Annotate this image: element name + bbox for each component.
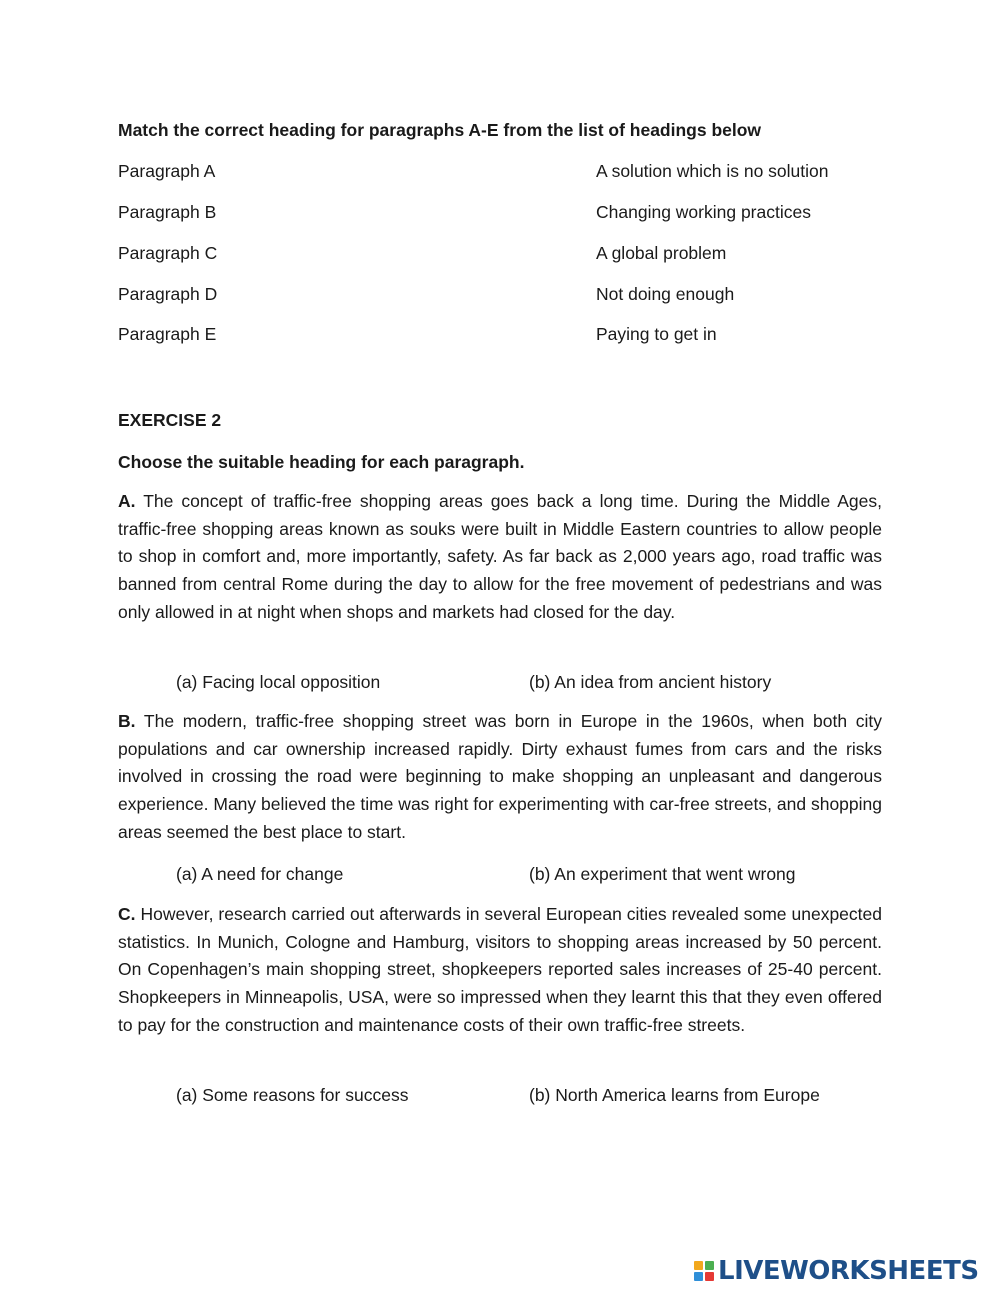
option-b[interactable]: (b) An idea from ancient history xyxy=(529,672,772,692)
paragraph-text: The modern, traffic-free shopping street was born in Europe in the 1960s, when both city populations and car ownership increased rapidly. Dirty exhaust fumes from cars and the risks involved in crossing the road were beginning to make shopping an unpleasant and dangerous experience. Many believed the time was right for experimenting with car-free streets, and shopping areas seemed the best place to start. xyxy=(118,711,883,842)
matching-heading-option: Paying to get in xyxy=(596,324,717,344)
matching-heading-option: Changing working practices xyxy=(596,202,811,222)
exercise-instruction: Choose the suitable heading for each paragraph. xyxy=(118,452,525,472)
matching-instruction: Match the correct heading for paragraphs A-E from the list of headings below xyxy=(118,120,762,140)
logo-square xyxy=(705,1261,714,1270)
paragraph-text: However, research carried out afterwards in several European cities revealed some unexpected statistics. In Munich, Cologne and Hamburg, visitors to shopping areas increased by 50 percent. On Copenhagen’s main shopping street, shopkeepers reported sales increases of 25-40 percent. Shopkeepers in Minneapolis, USA, were so impressed when they learnt this that they even offered to pay for the construction and maintenance costs of their own traffic-free streets. xyxy=(118,904,882,1035)
paragraph-text: The concept of traffic-free shopping areas goes back a long time. During the Middle Ages, traffic-free shopping areas known as souks were built in Middle Eastern countries to allow people to shop in comfort and, more importantly, safety. As far back as 2,000 years ago, road traffic was banned from central Rome during the day to allow for the free movement of pedestrians and was only allowed in at night when shops and markets had closed for the day. xyxy=(118,491,882,622)
option-b[interactable]: (b) An experiment that went wrong xyxy=(529,864,796,884)
paragraph-letter: C. xyxy=(118,904,136,924)
logo-grid-icon xyxy=(694,1261,714,1281)
matching-row xyxy=(118,160,882,182)
exercise-title: EXERCISE 2 xyxy=(118,410,222,430)
option-b[interactable]: (b) North America learns from Europe xyxy=(529,1085,820,1105)
paragraph-a xyxy=(118,488,882,627)
paragraph-b xyxy=(118,708,882,847)
paragraph-a-options xyxy=(176,671,882,693)
matching-row xyxy=(118,242,882,264)
matching-paragraph-label: Paragraph B xyxy=(118,202,217,222)
matching-paragraph-label: Paragraph C xyxy=(118,243,218,263)
logo-text: LIVEWORKSHEETS xyxy=(718,1256,979,1286)
option-a[interactable]: (a) Some reasons for success xyxy=(176,1085,409,1105)
paragraph-c xyxy=(118,901,882,1040)
paragraph-c-options xyxy=(176,1084,882,1106)
matching-heading-option: A global problem xyxy=(596,243,727,263)
matching-row xyxy=(118,201,882,223)
logo-square xyxy=(705,1272,714,1281)
logo-square xyxy=(694,1261,703,1270)
matching-heading-option: Not doing enough xyxy=(596,284,735,304)
matching-heading-option: A solution which is no solution xyxy=(596,161,829,181)
option-a[interactable]: (a) A need for change xyxy=(176,864,344,884)
worksheet-page xyxy=(118,0,882,1294)
paragraph-letter: A. xyxy=(118,491,136,511)
liveworksheets-logo xyxy=(694,1256,979,1286)
matching-paragraph-label: Paragraph D xyxy=(118,284,218,304)
paragraph-letter: B. xyxy=(118,711,136,731)
matching-row xyxy=(118,283,882,305)
option-a[interactable]: (a) Facing local opposition xyxy=(176,672,381,692)
matching-row xyxy=(118,323,882,345)
logo-square xyxy=(694,1272,703,1281)
matching-paragraph-label: Paragraph E xyxy=(118,324,217,344)
paragraph-b-options xyxy=(176,863,882,885)
matching-paragraph-label: Paragraph A xyxy=(118,161,216,181)
